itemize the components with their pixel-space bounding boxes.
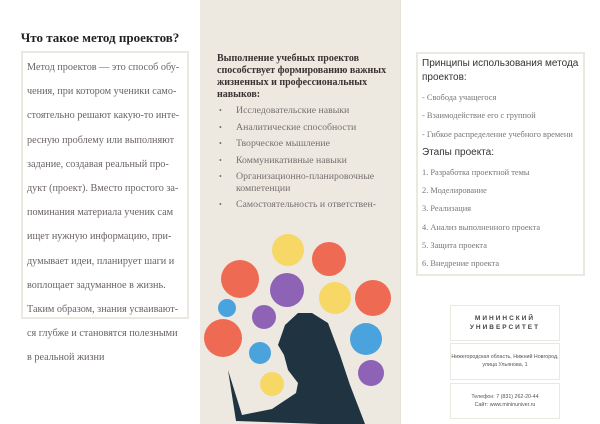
skill-label: Самостоятельность и ответствен- [236, 199, 376, 210]
definition-line: чения, при котором ученики само- [27, 86, 177, 98]
definition-line: в реальной жизни [27, 352, 105, 364]
student-silhouette-icon [200, 225, 400, 424]
website-link[interactable]: Сайт: www.mininuniver.ru [474, 402, 536, 408]
principles-box [416, 52, 585, 276]
address: Нижегородская область, Нижний Новгород, улица Ульянова, 1 [451, 354, 559, 368]
skill-label: Исследовательские навыки [236, 105, 350, 116]
bullet-icon: • [219, 200, 222, 209]
stage-item: 3. Реализация [422, 204, 472, 214]
skill-item [218, 155, 393, 167]
skill-label: Коммуникативные навыки [236, 154, 347, 166]
bullet-icon: • [219, 155, 222, 165]
skill-label: Организационно-планировочные компетенции [236, 171, 375, 194]
principle-item: - Взаимодействие его с группой [422, 111, 536, 121]
university-logo [450, 305, 560, 341]
contacts-box [450, 383, 560, 419]
stage-item: 5. Защита проекта [422, 241, 487, 251]
stage-item: 6. Внедрение проекта [422, 259, 500, 269]
definition-box [21, 51, 189, 364]
definition-line: Метод проектов — это способ обу- [27, 62, 180, 73]
skill-item [218, 171, 393, 194]
skills-heading: Выполнение учебных проектов способствует формированию важных жизненных и профессиональных навыков: [217, 53, 387, 100]
left-title: Что такое метод проектов? [20, 30, 180, 45]
skills-list [218, 105, 393, 216]
definition-line: ся глубже и становятся полезными [27, 328, 178, 340]
principle-item: - Свобода учащегося [422, 93, 497, 102]
education-illustration [200, 225, 400, 424]
definition-line: ищет нужную информацию, при- [27, 231, 172, 243]
address-box [450, 343, 560, 380]
bullet-icon: • [219, 139, 222, 148]
definition-line: дукт (проект). Вместо простого за- [27, 183, 179, 195]
skill-item [218, 138, 393, 150]
logo-line2: УНИВЕРСИТЕТ [469, 324, 541, 331]
left-panel [0, 0, 200, 424]
skill-item [218, 122, 393, 134]
skill-item [218, 105, 393, 117]
stage-item: 1. Разработка проектной темы [422, 167, 530, 177]
principles-title: Принципы использования метода проектов: [422, 58, 579, 83]
stage-item: 4. Анализ выполненного проекта [422, 222, 541, 232]
definition-line: воплощает задуманное в жизнь. [27, 279, 166, 291]
skill-label: Творческое мышление [236, 138, 330, 149]
definition-line: стоятельно решают какую-то инте- [27, 110, 180, 122]
logo-line1: МИНИНСКИЙ [474, 315, 536, 322]
bullet-icon: • [219, 106, 222, 115]
stage-item: 2. Моделирование [422, 186, 487, 196]
bullet-icon: • [219, 172, 222, 181]
definition-line: Таким образом, знания усваивают- [27, 304, 179, 316]
definition-line: задание, создавая реальный про- [27, 158, 169, 170]
stages-title: Этапы проекта: [422, 146, 494, 158]
definition-line: ресную проблему или выполняют [27, 134, 175, 146]
definition-line: думывает идеи, планирует шаги и [27, 255, 175, 267]
skill-item [218, 199, 393, 211]
bullet-icon: • [219, 122, 222, 132]
definition-line: поминания материала ученик сам [27, 207, 174, 219]
skill-label: Аналитические способности [236, 121, 357, 133]
phone: Телефон: 7 (831) 262-20-44 [471, 394, 539, 400]
principle-item: - Гибкое распределение учебного времени [422, 129, 573, 139]
